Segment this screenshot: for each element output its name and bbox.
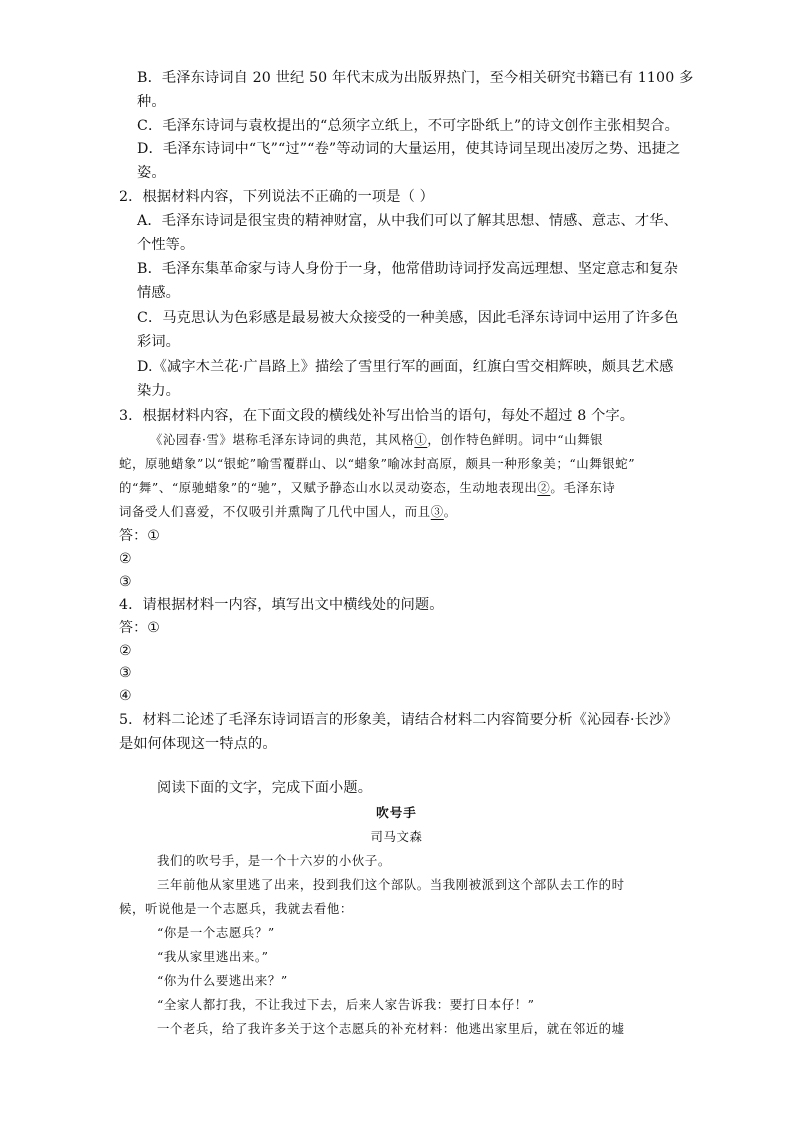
- q2-option-b-line1: B．毛泽东集革命家与诗人身份于一身，他常借助诗词抒发高远理想、坚定意志和复杂: [137, 261, 679, 277]
- q5-stem-line1: 5．材料二论述了毛泽东诗词语言的形象美，请结合材料二内容简要分析《沁园春·长沙》: [119, 712, 678, 728]
- q1-option-c: C．毛泽东诗词与袁枚提出的“总须字立纸上，不可字卧纸上”的诗文创作主张相契合。: [137, 118, 679, 134]
- q2-option-a-line2: 个性等。: [137, 237, 195, 253]
- q2-stem: 2．根据材料内容，下列说法不正确的一项是（ ）: [119, 189, 434, 205]
- q3-passage-line2: 蛇，原驰蜡象”以“银蛇”喻雪覆群山、以“蜡象”喻冰封高原，颇具一种形象美；“山舞银蛇”: [119, 456, 636, 471]
- q4-answer-4: ④: [119, 688, 132, 704]
- q3-blank-1: ①: [414, 432, 428, 447]
- q3-answer-2: ②: [119, 551, 132, 567]
- q4-stem: 4．请根据材料一内容，填写出文中横线处的问题。: [119, 597, 444, 613]
- q2-option-d-line2: 染力。: [137, 383, 181, 399]
- q1-option-b-line2: 种。: [137, 94, 166, 110]
- passage-dialogue-1: “你是一个志愿兵？”: [157, 925, 275, 940]
- q2-option-a-line1: A．毛泽东诗词是很宝贵的精神财富，从中我们可以了解其思想、情感、意志、才华、: [137, 213, 678, 229]
- q5-stem-line2: 是如何体现这一特点的。: [119, 736, 277, 752]
- q2-option-d-line1: D.《减字木兰花·广昌路上》描绘了雪里行军的画面，红旗白雪交相辉映，颇具艺术感: [137, 359, 674, 375]
- q3-passage-line3: 的“舞”、“原驰蜡象”的“驰”，又赋予静态山水以灵动姿态，生动地表现出②。毛泽东诗: [119, 480, 616, 495]
- passage-paragraph-1: 我们的吹号手，是一个十六岁的小伙子。: [157, 853, 391, 868]
- passage-author: 司马文森: [370, 829, 423, 844]
- passage-title: 吹号手: [376, 805, 417, 820]
- q2-option-b-line2: 情感。: [137, 285, 181, 301]
- q3-passage-line1: 《沁园春·雪》堪称毛泽东诗词的典范，其风格①，创作特色鲜明。词中“山舞银: [150, 432, 604, 447]
- q2-option-c-line1: C．马克思认为色彩感是最易被大众接受的一种美感，因此毛泽东诗词中运用了许多色: [137, 310, 679, 326]
- q2-option-c-line2: 彩词。: [137, 334, 181, 350]
- reading-instruction: 阅读下面的文字，完成下面小题。: [157, 780, 373, 796]
- passage-paragraph-2-line2: 候，听说他是一个志愿兵，我就去看他：: [119, 901, 353, 916]
- q3-passage-line4: 词备受人们喜爱，不仅吸引并熏陶了几代中国人，而且③。: [119, 504, 457, 519]
- passage-paragraph-3-line1: 一个老兵，给了我许多关于这个志愿兵的补充材料：他逃出家里后，就在邻近的墟: [157, 1021, 625, 1036]
- q3-answer-1: 答：①: [119, 528, 161, 544]
- passage-dialogue-2: “我从家里逃出来。”: [157, 949, 269, 964]
- q3-answer-3: ③: [119, 574, 132, 590]
- q4-answer-2: ②: [119, 643, 132, 659]
- q4-answer-3: ③: [119, 665, 132, 681]
- q3-blank-2: ②: [537, 480, 551, 495]
- q3-stem: 3．根据材料内容，在下面文段的横线处补写出恰当的语句，每处不超过 8 个字。: [119, 408, 635, 424]
- passage-dialogue-3: “你为什么要逃出来？”: [157, 973, 288, 988]
- q4-answer-1: 答：①: [119, 620, 161, 636]
- q1-option-d-line1: D．毛泽东诗词中“飞”“过”“卷”等动词的大量运用，使其诗词呈现出凌厉之势、迅捷之: [137, 141, 681, 157]
- q1-option-b-line1: B．毛泽东诗词自 20 世纪 50 年代末成为出版界热门，至今相关研究书籍已有 1100 多: [137, 70, 694, 86]
- q1-option-d-line2: 姿。: [137, 165, 166, 181]
- passage-paragraph-2-line1: 三年前他从家里逃了出来，投到我们这个部队。当我刚被派到这个部队去工作的时: [157, 877, 625, 892]
- passage-dialogue-4: “全家人都打我，不让我过下去，后来人家告诉我：要打日本仔！”: [157, 997, 535, 1012]
- q3-blank-3: ③: [430, 504, 444, 519]
